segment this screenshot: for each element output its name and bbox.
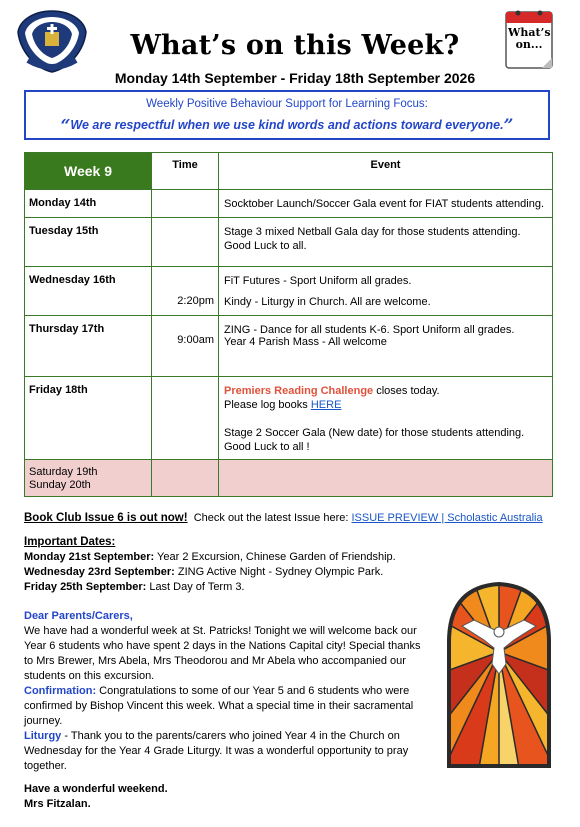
confirmation-paragraph (24, 684, 424, 729)
confirmation-text: Congratulations to some of our Year 5 and 6 students who were confirmed by Bishop Vincent this week. What a special time in their sacramental journey. (24, 685, 414, 727)
stained-glass-dove-image (444, 582, 554, 768)
premiers-reading-challenge: Premiers Reading Challenge (224, 385, 374, 397)
time-value: 2:20pm (177, 295, 214, 307)
event-line: Kindy - Liturgy in Church. All are welcome. (224, 296, 431, 308)
weekly-events-table (24, 152, 553, 497)
liturgy-text: - Thank you to the parents/carers who joined Year 4 in the Church on Wednesday for the Year 4 Grade Liturgy. It was a wonderful opportunity to pray together. (24, 730, 409, 772)
event-line: Good Luck to all. (224, 240, 307, 252)
open-quote-mark: “ (60, 116, 71, 136)
time-cell (152, 377, 219, 460)
table-row (25, 218, 553, 267)
please-log-text: Please log books (224, 399, 311, 411)
day-cell: Thursday 17th (25, 316, 152, 377)
close-quote-mark: ” (503, 116, 514, 136)
table-row-weekend (25, 460, 553, 497)
time-cell (152, 267, 219, 316)
table-row (25, 190, 553, 218)
time-cell (152, 190, 219, 218)
day-cell: Tuesday 15th (25, 218, 152, 267)
day-cell: Friday 18th (25, 377, 152, 460)
week-header: Week 9 (25, 153, 152, 190)
event-header: Event (219, 153, 553, 190)
event-cell (219, 377, 553, 460)
book-club-line (24, 512, 564, 524)
focus-label: Weekly Positive Behaviour Support for Learning Focus: (146, 98, 428, 110)
letter-paragraph: We have had a wonderful week at St. Patricks! Tonight we will welcome back our Year 6 students who have spent 2 days in the Nations Capital city! Special thanks to Mrs Brewer, Mrs Abela, Mrs Theodorou and Mr Abela who accompanied our students on this excursion. (24, 625, 421, 682)
event-line: Good Luck to all ! (224, 441, 310, 453)
focus-quote (26, 116, 548, 136)
event-cell (219, 316, 553, 377)
table-row (25, 267, 553, 316)
event-cell (219, 218, 553, 267)
event-line: ZING - Dance for all students K-6. Sport Uniform all grades. (224, 324, 515, 336)
letter-greeting: Dear Parents/Carers, (24, 610, 133, 622)
school-crest-logo (14, 8, 90, 74)
date-range: Monday 14th September - Friday 18th September 2026 (114, 70, 476, 86)
event-line-rest: closes today. (373, 385, 440, 397)
event-line: Year 4 Parish Mass - All welcome (224, 336, 387, 348)
event-cell (219, 460, 553, 497)
important-dates-heading: Important Dates: (24, 536, 116, 548)
important-date: Monday 21st September: (24, 551, 155, 563)
important-date-item (24, 581, 245, 593)
important-date: Wednesday 23rd September: (24, 566, 175, 578)
time-cell (152, 218, 219, 267)
issue-preview-link[interactable]: ISSUE PREVIEW | Scholastic Australia (351, 512, 543, 524)
confirmation-label: Confirmation: (24, 685, 97, 697)
signature: Mrs Fitzalan. (24, 798, 91, 810)
event-cell (219, 190, 553, 218)
table-row (25, 316, 553, 377)
time-cell (152, 460, 219, 497)
time-value: 9:00am (177, 334, 214, 346)
saturday-label: Saturday 19th (29, 466, 98, 478)
important-date-text: Year 2 Excursion, Chinese Garden of Friendship. (154, 551, 396, 563)
important-date: Friday 25th September: (24, 581, 147, 593)
event-line: Stage 3 mixed Netball Gala day for those students attending. (224, 226, 521, 238)
time-header: Time (152, 153, 219, 190)
event-line: Socktober Launch/Soccer Gala event for FIAT students attending. (224, 198, 544, 210)
day-cell: Wednesday 16th (25, 267, 152, 316)
behaviour-focus-box (24, 90, 550, 140)
whats-on-badge (504, 8, 554, 70)
whats-on-badge-text: What’s on... (508, 26, 551, 51)
event-line (224, 398, 547, 412)
important-date-item (24, 566, 383, 578)
event-line: FiT Futures - Sport Uniform all grades. (224, 275, 412, 287)
event-cell (219, 267, 553, 316)
table-header-row (25, 153, 553, 190)
day-cell: Monday 14th (25, 190, 152, 218)
time-cell (152, 316, 219, 377)
liturgy-label: Liturgy (24, 730, 62, 742)
closing-line: Have a wonderful weekend. (24, 783, 168, 795)
sunday-label: Sunday 20th (29, 479, 91, 491)
important-date-text: ZING Active Night - Sydney Olympic Park. (174, 566, 384, 578)
book-club-text: Check out the latest Issue here: (193, 512, 352, 524)
day-cell (25, 460, 152, 497)
table-row (25, 377, 553, 460)
important-date-text: Last Day of Term 3. (146, 581, 245, 593)
important-date-item (24, 551, 396, 563)
here-link[interactable]: HERE (310, 399, 342, 411)
focus-quote-text: We are respectful when we use kind words and actions toward everyone. (70, 118, 504, 132)
page-title: What’s on this Week? (130, 30, 460, 61)
event-line (224, 384, 547, 398)
liturgy-paragraph (24, 729, 424, 774)
book-club-title: Book Club Issue 6 is out now! (24, 512, 188, 524)
event-line: Stage 2 Soccer Gala (New date) for those students attending. (224, 427, 525, 439)
